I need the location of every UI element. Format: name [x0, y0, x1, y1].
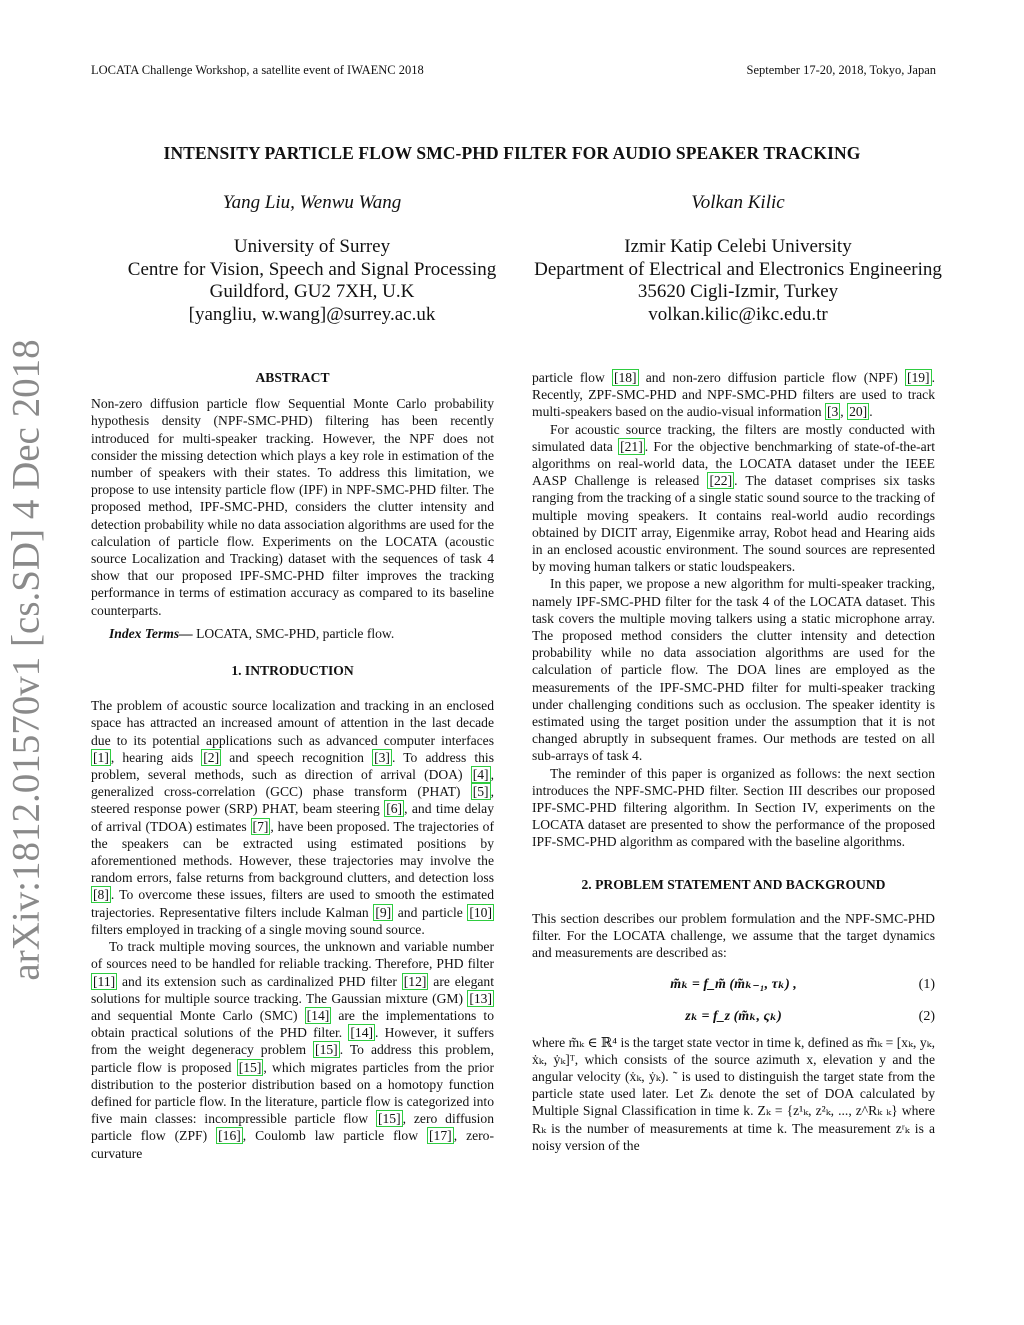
- affiliation-line: Guildford, GU2 7XH, U.K: [209, 281, 415, 302]
- equation-1-number: (1): [918, 976, 935, 992]
- author-names-2: Volkan Kilic: [691, 192, 785, 213]
- section-2-heading: 2. PROBLEM STATEMENT AND BACKGROUND: [581, 876, 886, 892]
- right-paragraph-5: This section describes our problem formulation and the NPF-SMC-PHD filter. For the LOCATA challenge, we assume that the target dynamics and measurements are described as:: [532, 910, 935, 961]
- citation-link[interactable]: [8]: [93, 887, 109, 903]
- affiliation-line: 35620 Cigli-Izmir, Turkey: [637, 281, 839, 302]
- equation-1-body: m̃ₖ = f_m̃ (m̃ₖ₋₁, τₖ) ,: [670, 976, 797, 992]
- text-run: , which migrates particles from the prior distribution to the posterior distribution based on a homotopy function defined for particle flow. In the literature, particle flow is categorized into five main classes: incompressible particle flow: [91, 1059, 494, 1127]
- right-paragraph-2: [532, 421, 935, 576]
- running-header-right: September 17-20, 2018, Tokyo, Japan: [746, 63, 936, 77]
- citation-link[interactable]: [3]: [374, 749, 390, 765]
- citation-link[interactable]: [21]: [620, 438, 643, 454]
- citation-link[interactable]: [19]: [906, 370, 930, 385]
- affiliation-2: [530, 236, 946, 326]
- citation-link[interactable]: [4]: [472, 767, 489, 783]
- index-terms: [91, 625, 494, 642]
- equation-2-number: (2): [918, 1008, 935, 1024]
- citation-link[interactable]: [15]: [377, 1111, 401, 1127]
- right-column: [532, 369, 935, 1154]
- index-terms-text: LOCATA, SMC-PHD, particle flow.: [192, 625, 395, 641]
- intro-paragraph-2: [91, 938, 494, 1162]
- text-run: . To address this problem, several methods, such as direction of arrival (DOA): [91, 749, 494, 783]
- text-run: For acoustic source tracking, the filters are mostly conducted with simulated data: [532, 421, 935, 454]
- text-run: To track multiple moving sources, the unknown and variable number of sources need to be handled for reliable tracking. Therefore, PHD filter: [91, 939, 494, 972]
- citation-link[interactable]: [3: [826, 404, 839, 420]
- text-run: , hearing aids: [110, 749, 202, 765]
- text-run: , have been proposed. The trajectories of the speakers can be extracted using estimated positions by aforementioned methods. However, these trajectories may involve the random errors, false returns from background clutters, and detection loss: [91, 818, 494, 886]
- paper-title: INTENSITY PARTICLE FLOW SMC-PHD FILTER FOR AUDIO SPEAKER TRACKING: [163, 143, 861, 163]
- text-run: filters employed in tracking of a single moving sound source.: [91, 921, 425, 937]
- arxiv-stamp-text: arXiv:1812.01570v1 [cs.SD] 4 Dec 2018: [4, 339, 48, 981]
- arxiv-stamp: [4, 339, 48, 981]
- index-terms-label: Index Terms—: [109, 625, 193, 641]
- author-email: volkan.kilic@ikc.edu.tr: [648, 303, 828, 325]
- right-paragraph-4: The reminder of this paper is organized as follows: the next section introduces the NPF-SMC-PHD filter. Section III describes our proposed IPF-SMC-PHD filtering algorithm. In Section IV, experiments on the LOCATA dataset are presented to show the performance of the proposed IPF-SMC-PHD algorithm as compared with the baseline algorithms.: [532, 765, 935, 850]
- citation-link[interactable]: [7]: [252, 818, 269, 834]
- citation-link[interactable]: [18]: [613, 370, 637, 385]
- equation-2: [532, 1008, 935, 1028]
- text-run: and sequential Monte Carlo (SMC): [91, 1007, 305, 1023]
- author-email: [yangliu, w.wang]@surrey.ac.uk: [188, 303, 436, 325]
- affiliation-1: [112, 236, 512, 326]
- text-run: , zero-curvature: [91, 1128, 494, 1161]
- equation-1: [532, 976, 935, 996]
- right-paragraph-1: [532, 369, 935, 421]
- text-run: . However, it suffers from the weight degeneracy problem: [91, 1025, 494, 1058]
- citation-link[interactable]: [9]: [375, 904, 392, 920]
- text-run: particle flow: [532, 370, 612, 385]
- text-run: are the implementations to obtain practical solutions of the PHD filter.: [91, 1007, 494, 1041]
- right-paragraph-6: where m̃ₖ ∈ ℝ⁴ is the target state vector in time k, defined as m̃ₖ = [xₖ, yₖ, ẋₖ, ẏₖ]ᵀ, which consists of the source azimuth x, elevation y and the angular velocity (ẋₖ, ẏₖ). ˜ is used to distinguish the target state from the particle state used later. Let Zₖ denote the set of DOA calculated by Multiple Signal Classification in time k. Zₖ = {z¹ₖ, z²ₖ, ..., z^Rₖ ₖ} where Rₖ is the number of measurements at time k. The measurement zʳₖ is a noisy version of the: [532, 1034, 935, 1153]
- intro-paragraph-1: [91, 697, 494, 938]
- text-run: , generalized cross-correlation (GCC) phase transform (PHAT): [91, 767, 494, 800]
- text-run: and particle: [393, 904, 468, 920]
- text-run: . To overcome these issues, filters are used to smooth the estimated trajectories. Representative filters include Kalman: [91, 887, 494, 920]
- citation-link[interactable]: [12]: [403, 973, 427, 989]
- text-run: ,: [840, 404, 848, 420]
- text-run: . To address this problem, particle flow is proposed: [91, 1042, 494, 1075]
- citation-link[interactable]: [14]: [350, 1025, 374, 1041]
- equation-2-body: zₖ = f_z (m̃ₖ, ςₖ): [685, 1008, 782, 1024]
- author-names-1: Yang Liu, Wenwu Wang: [222, 192, 402, 213]
- running-header-left: LOCATA Challenge Workshop, a satellite event of IWAENC 2018: [91, 63, 424, 77]
- citation-link[interactable]: [16]: [218, 1128, 241, 1144]
- text-run: and non-zero diffusion particle flow (NPF): [638, 370, 905, 385]
- citation-link[interactable]: [15]: [238, 1059, 262, 1075]
- text-run: , steered response power (SRP) PHAT, beam steering: [91, 784, 494, 817]
- affiliation-line: Centre for Vision, Speech and Signal Processing: [127, 258, 497, 280]
- affiliation-line: University of Surrey: [233, 236, 391, 257]
- affiliation-line: Izmir Katip Celebi University: [624, 236, 852, 257]
- text-run: , Coulomb law particle flow: [242, 1128, 428, 1144]
- citation-link[interactable]: [13]: [469, 990, 492, 1006]
- citation-link[interactable]: [10]: [469, 904, 493, 920]
- abstract-heading: ABSTRACT: [255, 370, 330, 385]
- citation-link[interactable]: 20]: [849, 404, 868, 420]
- citation-link[interactable]: [2]: [203, 749, 220, 765]
- section-1-heading: 1. INTRODUCTION: [231, 663, 354, 679]
- citation-link[interactable]: [22]: [709, 473, 733, 489]
- citation-link[interactable]: [14]: [306, 1007, 330, 1023]
- abstract-text: Non-zero diffusion particle flow Sequential Monte Carlo probability hypothesis density (NPF-SMC-PHD) filtering has been recently introduced for multi-speaker tracking. However, the NPF does not consider the missing detection which plays a key role in estimation of the number of speakers with their states. To address this limitation, we propose to use intensity particle flow (IPF) in NPF-SMC-PHD filter. The proposed method, IPF-SMC-PHD, considers the clutter intensity and detection probability while no data association algorithms are used for the calculation of particle flow. Experiments on the LOCATA (acoustic source Localization and Tracking) dataset with the sequences of task 4 show that our proposed IPF-SMC-PHD filter improves the tracking performance in terms of estimation accuracy as compared to its baseline counterparts.: [91, 396, 494, 618]
- text-run: and speech recognition: [221, 749, 373, 765]
- text-run: . For the objective benchmarking of state-of-the-art algorithms on real-world data, the LOCATA dataset under the IEEE AASP Challenge is released: [532, 438, 935, 489]
- text-run: are elegant solutions for multiple source tracking. The Gaussian mixture (GM): [91, 973, 494, 1006]
- text-run: The problem of acoustic source localization and tracking in an enclosed space has attracted an increased amount of attention in the last decade due to its potential applications such as advanced computer interfaces: [91, 698, 494, 748]
- text-run: , zero diffusion particle flow (ZPF): [91, 1111, 494, 1144]
- citation-link[interactable]: [11]: [93, 973, 116, 989]
- citation-link[interactable]: [5]: [472, 784, 489, 800]
- citation-link[interactable]: [6]: [386, 801, 403, 817]
- citation-link[interactable]: [17]: [429, 1128, 452, 1144]
- text-run: . Recently, ZPF-SMC-PHD and NPF-SMC-PHD filters are used to track multi-speakers based on the audio-visual information: [532, 370, 935, 420]
- text-run: . The dataset comprises six tasks ranging from the tracking of a single static sound source to the tracking of multiple moving speakers. It contains real-world audio recordings obtained by DICIT array, Eigenmike array, Robot head and Hearing aids in an enclosed acoustic environment. The sound sources are represented by moving human talkers or static loudspeakers.: [532, 473, 935, 575]
- text-run: and its extension such as cardinalized PHD filter: [117, 973, 402, 989]
- citation-link[interactable]: [15]: [315, 1042, 338, 1058]
- affiliation-line: Department of Electrical and Electronics Engineering: [534, 258, 942, 280]
- left-column: [91, 369, 494, 1162]
- text-run: .: [869, 404, 873, 420]
- right-paragraph-3: In this paper, we propose a new algorithm for multi-speaker tracking, namely IPF-SMC-PHD filter for the task 4 of the LOCATA dataset. This task covers the multiple moving talkers using a static microphone array. The proposed method considers the clutter intensity and detection probability while no data association algorithms are used for the calculation of particle flow. The DOA lines are employed as the measurements of the IPF-SMC-PHD filter for multi-speaker tracking under challenging conditions such as occlusion. The speaker identity is estimated using the target position under the assumption that it is not changed abruptly in subsequent frames. Our methods are tested on all sub-arrays of task 4.: [532, 576, 935, 764]
- citation-link[interactable]: [1]: [93, 749, 109, 765]
- text-run: , and time delay of arrival (TDOA) estimates: [91, 801, 495, 834]
